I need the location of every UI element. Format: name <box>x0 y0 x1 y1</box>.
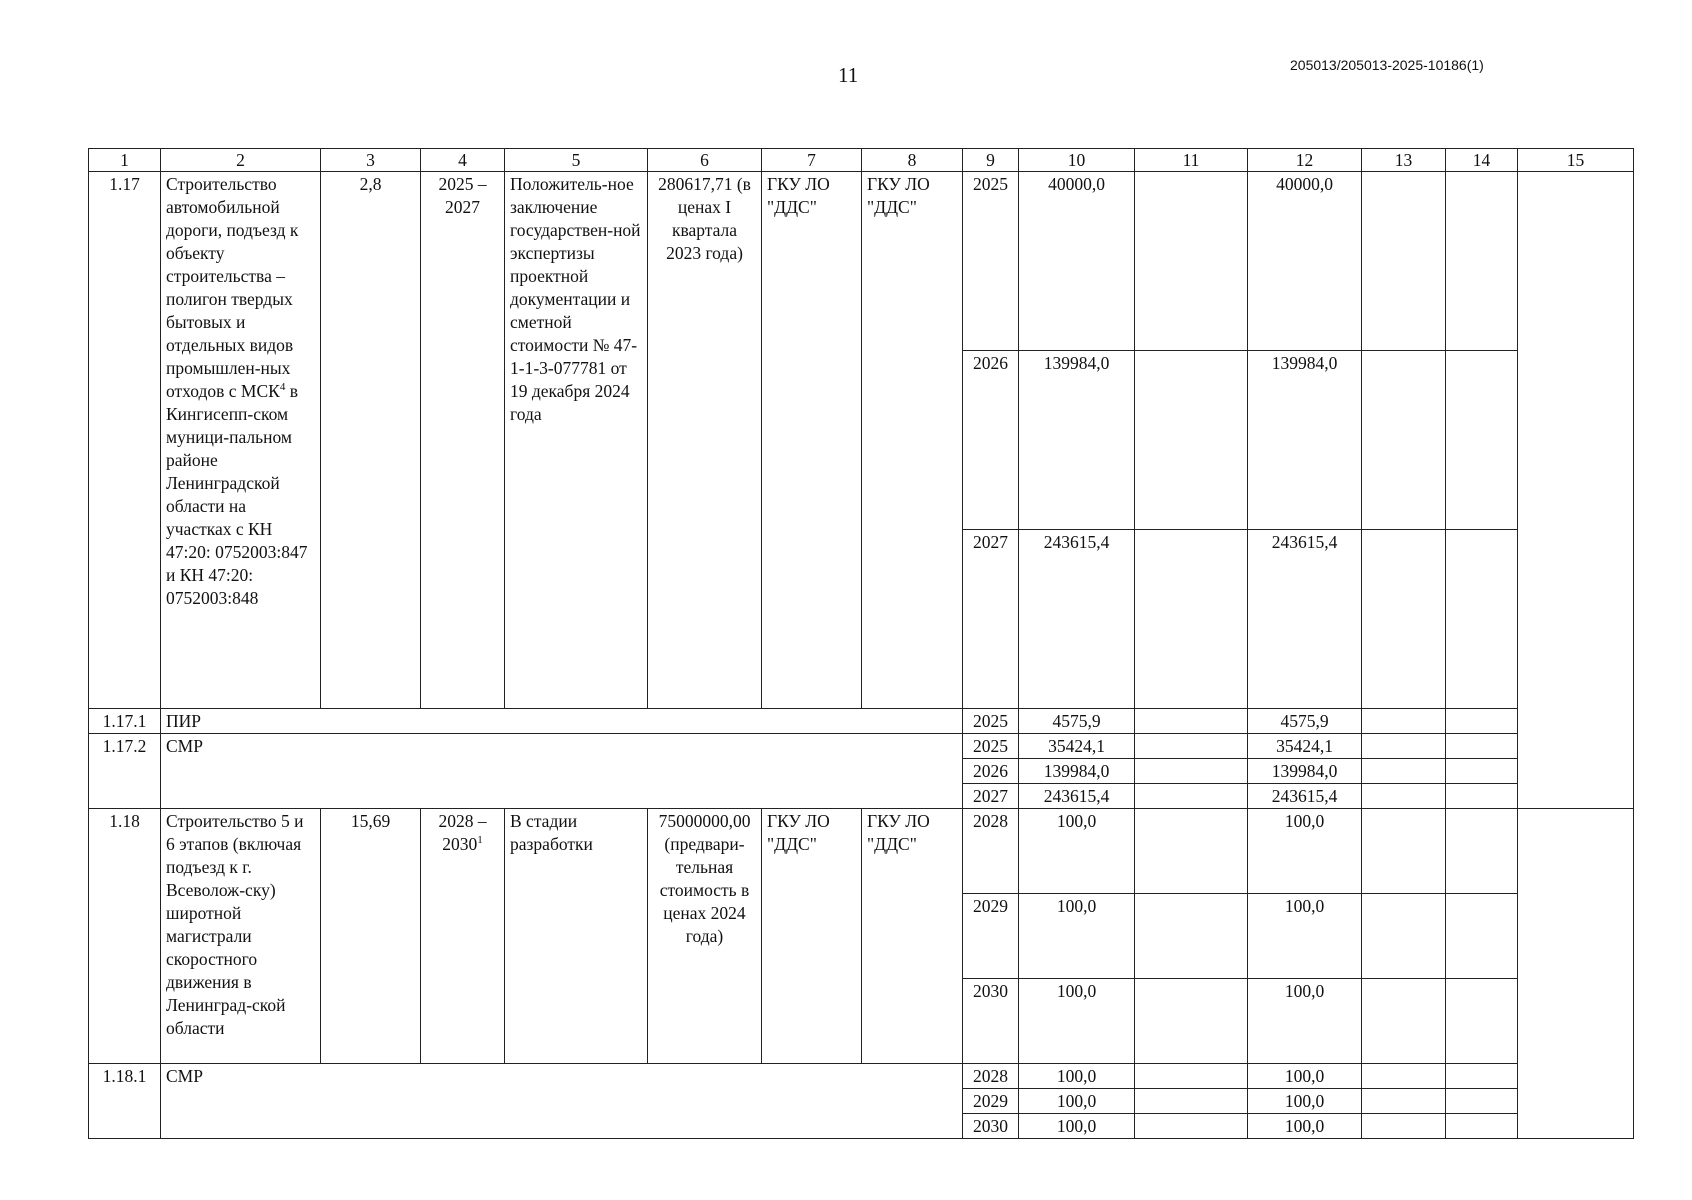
empty-cell <box>1518 809 1634 1139</box>
amount-cell: 100,0 <box>1248 809 1362 894</box>
year-cell: 2028 <box>963 809 1019 894</box>
row-number: 1.18.1 <box>89 1064 161 1139</box>
amount-cell: 100,0 <box>1248 1089 1362 1114</box>
table-row <box>89 1064 1634 1089</box>
empty-cell <box>1446 894 1518 979</box>
stage-value: Положитель-ное заключение государствен-ной экспертизы проектной документации и сметной стоимости № 47-1-1-3-077781 от 19 декабря 2024 года <box>505 172 648 709</box>
row-number: 1.18 <box>89 809 161 1064</box>
amount-cell: 100,0 <box>1248 894 1362 979</box>
object-name: Строительство 5 и 6 этапов (включая подъезд к г. Всеволож-ску) широтной магистрали скоростного движения в Ленинград-ской области <box>161 809 321 1064</box>
amount-cell: 100,0 <box>1248 1114 1362 1139</box>
investment-table <box>88 148 1634 1139</box>
empty-cell <box>1135 809 1248 894</box>
empty-cell <box>1135 734 1248 759</box>
amount-cell: 100,0 <box>1019 809 1135 894</box>
empty-cell <box>1446 1089 1518 1114</box>
header-row <box>89 149 1634 172</box>
empty-cell <box>1362 784 1446 809</box>
empty-cell <box>1446 979 1518 1064</box>
amount-cell: 100,0 <box>1019 1064 1135 1089</box>
cost-value: 280617,71 (в ценах I квартала 2023 года) <box>648 172 762 709</box>
year-cell: 2026 <box>963 351 1019 530</box>
amount-cell: 35424,1 <box>1019 734 1135 759</box>
length-value: 15,69 <box>321 809 421 1064</box>
cost-value: 75000000,00 (предвари-тельная стоимость в ценах 2024 года) <box>648 809 762 1064</box>
header-cell: 5 <box>505 149 648 172</box>
table-row <box>89 709 1634 734</box>
empty-cell <box>1135 894 1248 979</box>
empty-cell <box>1135 1064 1248 1089</box>
empty-cell <box>1446 759 1518 784</box>
row-number: 1.17 <box>89 172 161 709</box>
year-cell: 2028 <box>963 1064 1019 1089</box>
header-cell: 4 <box>421 149 505 172</box>
empty-cell <box>1362 809 1446 894</box>
empty-cell <box>1446 351 1518 530</box>
year-cell: 2029 <box>963 1089 1019 1114</box>
work-type-label: СМР <box>161 734 963 809</box>
empty-cell <box>1135 351 1248 530</box>
amount-cell: 100,0 <box>1248 979 1362 1064</box>
amount-cell: 139984,0 <box>1248 351 1362 530</box>
contractor-value: ГКУ ЛО "ДДС" <box>862 172 963 709</box>
header-cell: 7 <box>762 149 862 172</box>
year-cell: 2025 <box>963 734 1019 759</box>
empty-cell <box>1362 759 1446 784</box>
empty-cell <box>1446 172 1518 351</box>
period-value: 2025 – 2027 <box>421 172 505 709</box>
year-cell: 2030 <box>963 979 1019 1064</box>
empty-cell <box>1135 759 1248 784</box>
amount-cell: 100,0 <box>1019 1114 1135 1139</box>
empty-cell <box>1135 784 1248 809</box>
header-cell: 12 <box>1248 149 1362 172</box>
empty-cell <box>1135 1114 1248 1139</box>
customer-value: ГКУ ЛО "ДДС" <box>762 172 862 709</box>
empty-cell <box>1135 530 1248 709</box>
amount-cell: 100,0 <box>1019 1089 1135 1114</box>
year-cell: 2029 <box>963 894 1019 979</box>
amount-cell: 4575,9 <box>1019 709 1135 734</box>
header-cell: 8 <box>862 149 963 172</box>
document-id: 205013/205013-2025-10186(1) <box>1290 57 1484 73</box>
amount-cell: 243615,4 <box>1019 530 1135 709</box>
header-cell: 2 <box>161 149 321 172</box>
page-number: 11 <box>838 63 859 87</box>
amount-cell: 40000,0 <box>1248 172 1362 351</box>
contractor-value: ГКУ ЛО "ДДС" <box>862 809 963 1064</box>
header-cell: 1 <box>89 149 161 172</box>
header-cell: 15 <box>1518 149 1634 172</box>
amount-cell: 243615,4 <box>1248 784 1362 809</box>
empty-cell <box>1446 1114 1518 1139</box>
header-cell: 3 <box>321 149 421 172</box>
row-number: 1.17.1 <box>89 709 161 734</box>
empty-cell <box>1446 530 1518 709</box>
empty-cell <box>1446 809 1518 894</box>
table-row <box>89 172 1634 351</box>
amount-cell: 100,0 <box>1248 1064 1362 1089</box>
empty-cell <box>1135 172 1248 351</box>
empty-cell <box>1446 734 1518 759</box>
amount-cell: 40000,0 <box>1019 172 1135 351</box>
empty-cell <box>1446 784 1518 809</box>
length-value: 2,8 <box>321 172 421 709</box>
empty-cell <box>1362 351 1446 530</box>
empty-cell <box>1446 1064 1518 1089</box>
year-cell: 2025 <box>963 172 1019 351</box>
year-cell: 2025 <box>963 709 1019 734</box>
amount-cell: 139984,0 <box>1019 759 1135 784</box>
empty-cell <box>1362 1064 1446 1089</box>
amount-cell: 139984,0 <box>1248 759 1362 784</box>
empty-cell <box>1362 530 1446 709</box>
header-cell: 9 <box>963 149 1019 172</box>
empty-cell <box>1446 709 1518 734</box>
empty-cell <box>1362 894 1446 979</box>
period-value: 2028 – 2030$^1$ <box>421 809 505 1064</box>
header-cell: 11 <box>1135 149 1248 172</box>
header-cell: 10 <box>1019 149 1135 172</box>
empty-cell <box>1362 1089 1446 1114</box>
stage-value: В стадии разработки <box>505 809 648 1064</box>
empty-cell <box>1135 1089 1248 1114</box>
header-cell: 6 <box>648 149 762 172</box>
empty-cell <box>1135 979 1248 1064</box>
empty-cell <box>1362 979 1446 1064</box>
amount-cell: 139984,0 <box>1019 351 1135 530</box>
table-row <box>89 734 1634 759</box>
empty-cell <box>1362 1114 1446 1139</box>
amount-cell: 100,0 <box>1019 979 1135 1064</box>
year-cell: 2027 <box>963 784 1019 809</box>
year-cell: 2027 <box>963 530 1019 709</box>
header-cell: 13 <box>1362 149 1446 172</box>
empty-cell <box>1518 172 1634 809</box>
amount-cell: 35424,1 <box>1248 734 1362 759</box>
work-type-label: ПИР <box>161 709 963 734</box>
amount-cell: 243615,4 <box>1019 784 1135 809</box>
amount-cell: 100,0 <box>1019 894 1135 979</box>
empty-cell <box>1362 709 1446 734</box>
year-cell: 2026 <box>963 759 1019 784</box>
amount-cell: 243615,4 <box>1248 530 1362 709</box>
amount-cell: 4575,9 <box>1248 709 1362 734</box>
year-cell: 2030 <box>963 1114 1019 1139</box>
object-name: Строительство автомобильной дороги, подъезд к объекту строительства – полигон твердых бытовых и отдельных видов промышлен-ных отходов с МСК$^4$ в Кингисепп-ском муници-пальном районе Ленинградской области на участках с КН 47:20: 0752003:847 и КН 47:20: 0752003:848 <box>161 172 321 709</box>
work-type-label: СМР <box>161 1064 963 1139</box>
empty-cell <box>1362 734 1446 759</box>
table-row <box>89 809 1634 894</box>
empty-cell <box>1135 709 1248 734</box>
customer-value: ГКУ ЛО "ДДС" <box>762 809 862 1064</box>
row-number: 1.17.2 <box>89 734 161 809</box>
header-cell: 14 <box>1446 149 1518 172</box>
empty-cell <box>1362 172 1446 351</box>
